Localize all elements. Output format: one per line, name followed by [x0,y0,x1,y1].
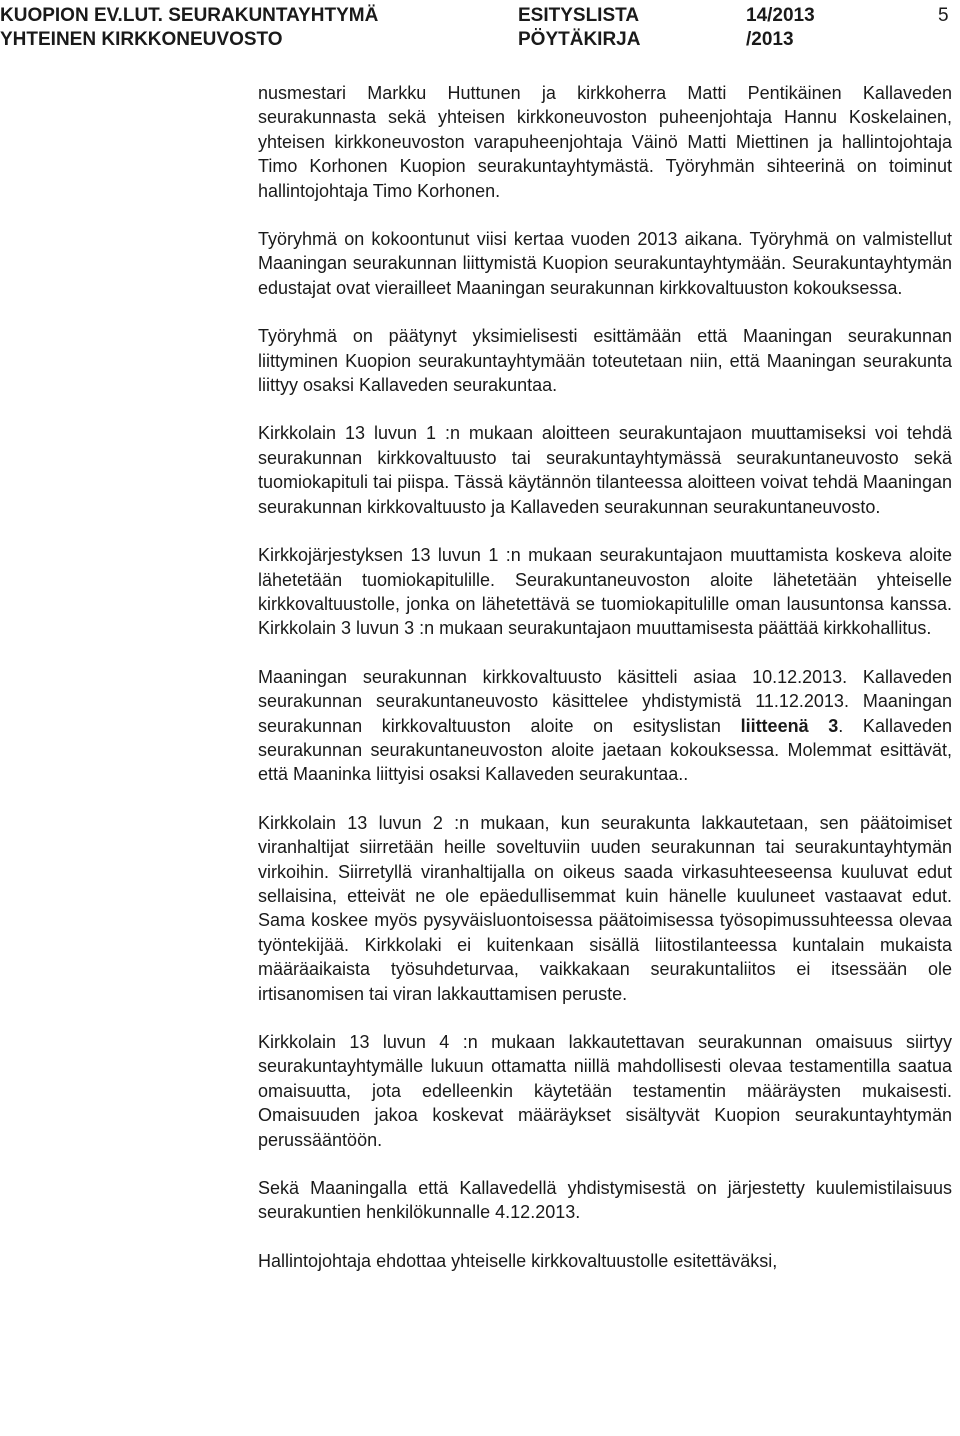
document-type-minutes: PÖYTÄKIRJA [518,29,641,50]
paragraph-proposal-intro: Hallintojohtaja ehdottaa yhteiselle kirkkovaltuustolle esitettäväksi, [258,1250,778,1271]
document-type-agenda: ESITYSLISTA [518,5,640,26]
paragraph-council-decisions [258,665,952,787]
organization-name: KUOPION EV.LUT. SEURAKUNTAYHTYMÄ [0,5,379,26]
paragraph-working-group-members: nusmestari Markku Huttunen ja kirkkoherra Matti Pentikäinen Kallaveden seurakunnasta sekä yhteisen kirkkoneuvoston puheenjohtaja Hannu Koskelainen, yhteisen kirkkoneuvoston varapuheenjohtaja Väinö Matti Miettinen ja hallintojohtaja Timo Korhonen Kuopion seurakuntayhtymästä. Työryhmän sihteerinä on toiminut hallintojohtaja Timo Korhonen. [258,83,952,201]
paragraph-proposal: Työryhmä on päätynyt yksimielisesti esittämään että Maaningan seurakunnan liittyminen Kuopion seurakuntayhtymään toteutetaan niin, että Maaningan seurakunta liittyy osaksi Kallaveden seurakuntaa. [258,326,952,396]
attachment-reference: liitteenä 3 [740,715,839,736]
paragraph-church-law-initiative: Kirkkolain 13 luvun 1 :n mukaan aloitteen seurakuntajaon muuttamiseksi voi tehdä seurakunnan kirkkovaltuusto tai seurakuntayhtymässä seurakuntaneuvosto sekä tuomiokapituli tai piispa. Tässä käytännön tilanteessa aloitteen voivat tehdä Maaningan seurakunnan kirkkovaltuusto ja Kallaveden seurakunnan seurakuntaneuvosto. [258,423,952,517]
page-header [0,0,960,62]
paragraph-text: . Kallaveden seurakunnan seurakuntaneuvoston aloite jaetaan kokouksessa. Molemmat esittävät, että Maaninka liittyisi osaksi Kallaveden seurakuntaa.. [258,715,953,785]
paragraph-property-transfer: Kirkkolain 13 luvun 4 :n mukaan lakkautettavan seurakunnan omaisuus siirtyy seurakuntayhtymälle lukuun ottamatta niillä mahdollisesti olevaa testamentilla saatua omaisuutta, jota edelleenkin käytetään testamentin määräysten mukaisesti. Omaisuuden jakoa koskevat määräykset sisältyvät Kuopion seurakuntayhtymän perussääntöön. [258,1032,952,1150]
page-number: 5 [938,5,949,26]
paragraph-employee-transfer: Kirkkolain 13 luvun 2 :n mukaan, kun seurakunta lakkautetaan, sen päätoimiset viranhaltijat siirretään heille soveltuviin uuden seurakunnan tai seurakuntayhtymän virkoihin. Siirretyllä viranhaltijalla on oikeus saada virkasuhteeseensa kuuluvat edut sellaisina, etteivät ne ole epäedullisemmat kuin hänelle kuuluneet vastaavat edut. Sama koskee myös pysyväisluontoisessa päätoimisessa työsopimussuhteessa olevaa työntekijää. Kirkkolaki ei kuitenkaan sisällä liitostilanteessa kuntalain mukaista määräaikaista työsuhdeturvaa, vaikkakaan seurakuntaliitos ei itsessään ole irtisanomisen tai viran lakkauttamisen peruste. [258,812,952,1004]
paragraph-church-order: Kirkkojärjestyksen 13 luvun 1 :n mukaan seurakuntajaon muuttamista koskeva aloite lähetetään tuomiokapitulille. Seurakuntaneuvoston aloite lähetetään yhteiselle kirkkovaltuustolle, jonka on lähetettävä se tuomiokapitulille oman lausuntonsa kanssa. Kirkkolain 3 luvun 3 :n mukaan seurakuntajaon muuttamisesta päättää kirkkohallitus. [258,545,952,639]
document-body [258,81,952,1273]
body-name: YHTEINEN KIRKKONEUVOSTO [0,29,283,50]
meeting-number-minutes: /2013 [746,29,794,50]
paragraph-text: Maaningan seurakunnan kirkkovaltuusto käsitteli asiaa 10.12.2013. Kallaveden seurakunnan seurakuntaneuvosto käsittelee yhdistymistä 11.12.2013. Maaningan seurakunnan kirkkovaltuuston aloite on esityslistan [258,666,952,736]
paragraph-staff-hearing: Sekä Maaningalla että Kallavedellä yhdistymisestä on järjestetty kuulemistilaisuus seurakuntien henkilökunnalle 4.12.2013. [258,1178,952,1223]
meeting-number: 14/2013 [746,5,815,26]
paragraph-working-group-meetings: Työryhmä on kokoontunut viisi kertaa vuoden 2013 aikana. Työryhmä on valmistellut Maaningan seurakunnan liittymistä Kuopion seurakuntayhtymään. Seurakuntayhtymän edustajat ovat vierailleet Maaningan seurakunnan kirkkovaltuuston kokouksessa. [258,229,952,298]
